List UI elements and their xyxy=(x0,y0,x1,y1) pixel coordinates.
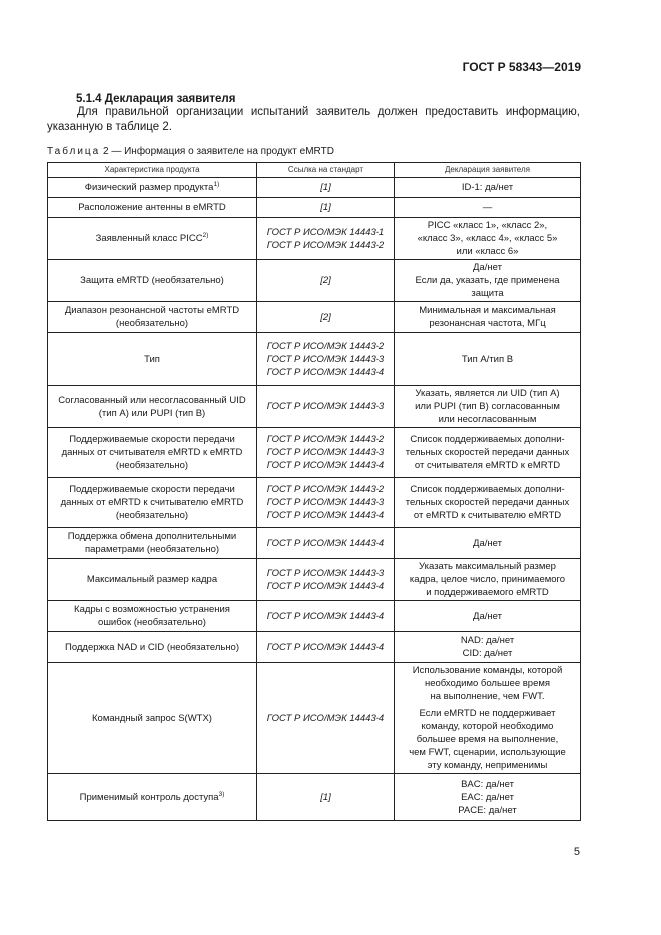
characteristic-text: Поддерживаемые скорости передачи xyxy=(69,434,235,445)
header-characteristic: Характеристика продукта xyxy=(48,163,257,178)
characteristic-cell xyxy=(48,302,257,333)
characteristic-text: Кадры с возможностью устранения xyxy=(74,604,230,615)
table-row xyxy=(48,528,581,559)
characteristic-cell xyxy=(48,632,257,663)
standard-ref-cell xyxy=(257,478,395,528)
declaration-cell xyxy=(395,333,581,386)
characteristic-text: данных от eMRTD к считывателю eMRTD xyxy=(60,497,244,508)
declaration-cell xyxy=(395,302,581,333)
standard-ref-cell xyxy=(257,260,395,302)
standard-ref-cell xyxy=(257,218,395,260)
characteristic-cell xyxy=(48,428,257,478)
standard-ref: ГОСТ Р ИСО/МЭК 14443-3 xyxy=(266,567,385,579)
table-row xyxy=(48,198,581,218)
section-heading: 5.1.4 Декларация заявителя xyxy=(76,93,236,105)
declaration-text: от eMRTD к считывателю eMRTD xyxy=(413,510,562,521)
declaration-text: ID-1: да/нет xyxy=(461,182,514,193)
table-caption-label: Таблица xyxy=(47,146,101,157)
declaration-text: и поддерживаемого eMRTD xyxy=(426,587,549,598)
footnote-ref: 2) xyxy=(202,232,209,239)
standard-ref: [1] xyxy=(320,182,331,193)
table-row xyxy=(48,386,581,428)
table-row xyxy=(48,663,581,774)
characteristic-text: данных от считывателя eMRTD к eMRTD xyxy=(61,447,243,458)
characteristic-text: Применимый контроль доступа xyxy=(79,791,219,803)
declaration-cell xyxy=(395,632,581,663)
standard-ref-cell xyxy=(257,528,395,559)
declaration-cell xyxy=(395,663,581,774)
characteristic-cell xyxy=(48,559,257,601)
standard-ref: ГОСТ Р ИСО/МЭК 14443-4 xyxy=(266,712,385,724)
declaration-text: Если eMRTD не поддерживает xyxy=(419,708,556,719)
declaration-cell xyxy=(395,260,581,302)
standard-ref-cell xyxy=(257,601,395,632)
declaration-text: Использование команды, которой xyxy=(412,665,563,676)
characteristic-text: (необязательно) xyxy=(115,460,189,471)
standard-ref: ГОСТ Р ИСО/МЭК 14443-3 xyxy=(266,353,385,365)
standard-ref-cell xyxy=(257,774,395,821)
characteristic-text: (тип А) или PUPI (тип В) xyxy=(98,407,206,419)
declaration-text: PICC «класс 1», «класс 2», xyxy=(427,220,548,231)
standard-ref-cell xyxy=(257,333,395,386)
table-row xyxy=(48,218,581,260)
standard-ref-cell xyxy=(257,178,395,198)
characteristic-text: Поддержка NAD и CID (необязательно) xyxy=(64,641,240,653)
characteristic-text: Диапазон резонансной частоты eMRTD xyxy=(64,305,240,316)
declaration-text: CID: да/нет xyxy=(462,648,513,659)
declaration-cell xyxy=(395,386,581,428)
standard-ref: ГОСТ Р ИСО/МЭК 14443-4 xyxy=(266,366,385,378)
characteristic-cell xyxy=(48,218,257,260)
declaration-text: Да/нет xyxy=(473,262,502,273)
declaration-text: необходимо большее время xyxy=(424,678,551,689)
declaration-text: большее время на выполнение, xyxy=(416,734,559,745)
table-row xyxy=(48,601,581,632)
table-row xyxy=(48,478,581,528)
declaration-text: резонансная частота, МГц xyxy=(429,318,546,329)
declaration-text: BAC: да/нет xyxy=(461,778,514,790)
footnote-ref: 1) xyxy=(213,181,220,188)
declaration-text: тельных скоростей передачи данных xyxy=(405,497,570,508)
standard-ref: ГОСТ Р ИСО/МЭК 14443-3 xyxy=(266,447,385,458)
characteristic-text: Тип xyxy=(144,353,160,365)
characteristic-text: Согласованный или несогласованный UID xyxy=(58,394,246,406)
table-row xyxy=(48,333,581,386)
characteristic-cell xyxy=(48,663,257,774)
characteristic-cell xyxy=(48,260,257,302)
declaration-text: «класс 3», «класс 4», «класс 5» xyxy=(417,233,558,244)
characteristic-cell xyxy=(48,178,257,198)
declaration-cell xyxy=(395,428,581,478)
declaration-text: тельных скоростей передачи данных xyxy=(405,447,570,458)
table-row xyxy=(48,774,581,821)
standard-ref-cell xyxy=(257,386,395,428)
declaration-text: Тип А/тип В xyxy=(461,353,514,365)
standard-ref: ГОСТ Р ИСО/МЭК 14443-4 xyxy=(266,641,385,653)
declaration-text: Список поддерживаемых дополни- xyxy=(410,484,565,495)
page-number: 5 xyxy=(573,846,580,858)
table-row xyxy=(48,428,581,478)
standard-ref: ГОСТ Р ИСО/МЭК 14443-2 xyxy=(266,340,385,352)
declaration-text: или несогласованным xyxy=(438,414,537,425)
characteristic-cell xyxy=(48,333,257,386)
characteristic-text: параметрами (необязательно) xyxy=(84,544,220,555)
standard-ref: ГОСТ Р ИСО/МЭК 14443-4 xyxy=(266,610,385,622)
characteristic-text: ошибок (необязательно) xyxy=(98,617,206,628)
characteristic-cell xyxy=(48,198,257,218)
declaration-text: Да/нет xyxy=(473,610,502,622)
declaration-text: Да/нет xyxy=(473,537,502,549)
standard-ref: ГОСТ Р ИСО/МЭК 14443-4 xyxy=(266,537,385,549)
declaration-text: эту команду, неприменимы xyxy=(427,760,548,771)
declaration-text: на выполнение, чем FWT. xyxy=(430,691,545,702)
declaration-text: кадра, целое число, принимаемого xyxy=(409,574,566,585)
characteristic-cell xyxy=(48,528,257,559)
table-caption-number: 2 xyxy=(103,146,109,157)
declaration-text: или PUPI (тип В) согласованным xyxy=(415,401,560,412)
declaration-cell xyxy=(395,528,581,559)
declaration-text: Указать, является ли UID (тип А) xyxy=(415,388,560,399)
characteristic-line xyxy=(52,181,252,194)
standard-ref: ГОСТ Р ИСО/МЭК 14443-2 xyxy=(266,484,385,495)
declaration-text: Минимальная и максимальная xyxy=(419,305,556,316)
standard-ref-cell xyxy=(257,632,395,663)
declaration-text: Указать максимальный размер xyxy=(419,561,556,572)
declaration-text: Если да, указать, где применена xyxy=(415,275,560,286)
standard-ref-cell xyxy=(257,428,395,478)
standard-ref: ГОСТ Р ИСО/МЭК 14443-3 xyxy=(266,497,385,508)
declaration-text: команду, которой необходимо xyxy=(421,721,554,732)
header-standard-ref: Ссылка на стандарт xyxy=(257,163,395,178)
applicant-info-table xyxy=(47,162,581,821)
standard-ref: [2] xyxy=(320,311,331,323)
characteristic-text: Поддержка обмена дополнительными xyxy=(67,531,237,542)
declaration-cell xyxy=(395,478,581,528)
declaration-cell xyxy=(395,774,581,821)
declaration-text: NAD: да/нет xyxy=(460,635,515,646)
table-row xyxy=(48,178,581,198)
standard-ref: [1] xyxy=(320,202,331,213)
table-header-row xyxy=(48,163,581,178)
header-declaration: Декларация заявителя xyxy=(395,163,581,178)
characteristic-line xyxy=(52,791,252,804)
intro-paragraph: Для правильной организации испытаний заявитель должен предоставить информацию, указанную в таблице 2. xyxy=(47,106,580,133)
standard-ref: ГОСТ Р ИСО/МЭК 14443-4 xyxy=(266,460,385,471)
standard-ref: [2] xyxy=(320,275,331,286)
declaration-text: защита xyxy=(471,288,504,299)
table-body xyxy=(48,178,581,821)
footnote-ref: 3) xyxy=(218,790,225,798)
characteristic-text: Поддерживаемые скорости передачи xyxy=(69,484,235,495)
characteristic-cell xyxy=(48,774,257,821)
characteristic-text: Командный запрос S(WTX) xyxy=(92,712,212,724)
table-row xyxy=(48,260,581,302)
standard-ref-cell xyxy=(257,559,395,601)
standard-ref-cell xyxy=(257,198,395,218)
table-row xyxy=(48,302,581,333)
declaration-cell xyxy=(395,601,581,632)
declaration-cell xyxy=(395,218,581,260)
declaration-text: или «класс 6» xyxy=(456,246,519,257)
characteristic-text: (необязательно) xyxy=(115,510,189,521)
characteristic-cell xyxy=(48,478,257,528)
characteristic-text: Расположение антенны в eMRTD xyxy=(78,202,226,213)
standard-ref: ГОСТ Р ИСО/МЭК 14443-2 xyxy=(266,434,385,445)
characteristic-line xyxy=(52,232,252,245)
characteristic-text: Защита eMRTD (необязательно) xyxy=(80,275,224,286)
characteristic-cell xyxy=(48,386,257,428)
table-caption-title: — Информация о заявителе на продукт eMRTD xyxy=(108,146,334,157)
standard-ref: ГОСТ Р ИСО/МЭК 14443-4 xyxy=(266,580,385,592)
characteristic-text: Максимальный размер кадра xyxy=(86,574,218,585)
standard-ref: ГОСТ Р ИСО/МЭК 14443-2 xyxy=(266,239,385,251)
table-caption xyxy=(47,146,334,157)
characteristic-text: Физический размер продукта xyxy=(84,182,214,193)
declaration-cell xyxy=(395,559,581,601)
table-row xyxy=(48,559,581,601)
characteristic-text: (необязательно) xyxy=(115,318,189,329)
characteristic-cell xyxy=(48,601,257,632)
standard-ref: ГОСТ Р ИСО/МЭК 14443-4 xyxy=(266,510,385,521)
declaration-text: EAC: да/нет xyxy=(461,791,514,803)
declaration-text: PACE: да/нет xyxy=(458,804,517,816)
characteristic-text: Заявленный класс PICC xyxy=(95,233,203,244)
standard-ref-cell xyxy=(257,663,395,774)
declaration-text: от считывателя eMRTD к eMRTD xyxy=(414,460,561,471)
declaration-text: Список поддерживаемых дополни- xyxy=(410,434,565,445)
table-row xyxy=(48,632,581,663)
declaration-cell xyxy=(395,198,581,218)
document-code: ГОСТ Р 58343—2019 xyxy=(462,60,581,74)
standard-ref: [1] xyxy=(320,791,331,803)
declaration-text: чем FWT, сценарии, использующие xyxy=(409,747,566,758)
standard-ref: ГОСТ Р ИСО/МЭК 14443-3 xyxy=(266,401,385,412)
declaration-text: — xyxy=(482,202,493,213)
standard-ref-cell xyxy=(257,302,395,333)
declaration-cell xyxy=(395,178,581,198)
standard-ref: ГОСТ Р ИСО/МЭК 14443-1 xyxy=(266,226,385,238)
